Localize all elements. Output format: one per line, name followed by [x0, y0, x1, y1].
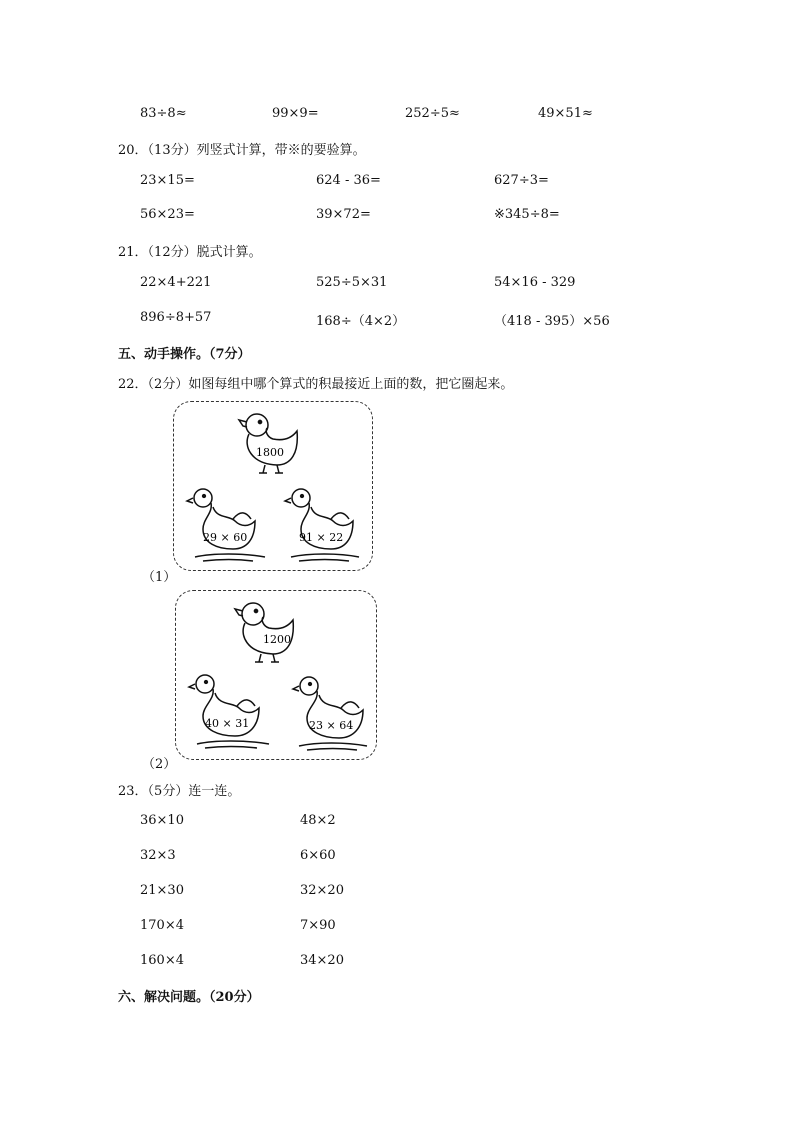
q20-item: 627÷3=	[494, 173, 549, 188]
q22-group-2-label: （2）	[142, 757, 177, 772]
q22-group-1-option-2[interactable]: 91 × 22	[299, 531, 344, 544]
q22-group-1-option-1[interactable]: 29 × 60	[203, 531, 248, 544]
q20-item: 56×23=	[140, 207, 195, 222]
estimate-item-1: 83÷8≈	[140, 106, 187, 121]
q22-group-2-option-1[interactable]: 40 × 31	[205, 717, 250, 730]
q23-left-item[interactable]: 160×4	[140, 953, 184, 968]
q23-right-item[interactable]: 7×90	[300, 918, 336, 933]
estimate-item-2: 99×9=	[272, 106, 319, 121]
q23-right-item[interactable]: 32×20	[300, 883, 344, 898]
section-five-heading: 五、动手操作。（7分）	[118, 347, 251, 362]
q23-right-item[interactable]: 48×2	[300, 813, 336, 828]
duck-icon	[239, 414, 297, 473]
section-six-heading: 六、解决问题。（20分）	[118, 990, 260, 1005]
swan-icon	[189, 675, 269, 748]
q21-title: 21．（12分）脱式计算。	[118, 245, 262, 260]
q22-group-1-target: 1800	[256, 446, 284, 459]
q23-left-item[interactable]: 21×30	[140, 883, 184, 898]
q21-item: 896÷8+57	[140, 310, 212, 325]
swan-icon	[285, 489, 359, 561]
q23-left-item[interactable]: 170×4	[140, 918, 184, 933]
q21-item: 54×16 - 329	[494, 275, 576, 290]
q22-group-2-target: 1200	[263, 633, 291, 646]
estimate-item-4: 49×51≈	[538, 106, 593, 121]
q21-item: 168÷（4×2）	[316, 314, 406, 329]
q23-left-item[interactable]: 32×3	[140, 848, 176, 863]
estimate-item-3: 252÷5≈	[405, 106, 460, 121]
q23-title: 23．（5分）连一连。	[118, 784, 241, 799]
q21-item: 525÷5×31	[316, 275, 388, 290]
q23-right-item[interactable]: 34×20	[300, 953, 344, 968]
swan-icon	[293, 677, 367, 750]
q20-item: ※345÷8=	[494, 207, 560, 222]
q20-title: 20．（13分）列竖式计算，带※的要验算。	[118, 143, 366, 158]
q22-group-1-label: （1）	[142, 570, 177, 585]
swan-icon	[187, 489, 265, 561]
q23-left-item[interactable]: 36×10	[140, 813, 184, 828]
q22-title: 22．（2分）如图每组中哪个算式的积最接近上面的数，把它圈起来。	[118, 377, 514, 392]
q22-group-2-frame	[175, 590, 377, 760]
q20-item: 624 - 36=	[316, 173, 381, 188]
q21-item: （418 - 395）×56	[494, 314, 610, 329]
q20-item: 23×15=	[140, 173, 195, 188]
q21-item: 22×4+221	[140, 275, 212, 290]
q22-group-2-option-2[interactable]: 23 × 64	[309, 719, 354, 732]
q20-item: 39×72=	[316, 207, 371, 222]
q22-group-1-frame	[173, 401, 373, 571]
q23-right-item[interactable]: 6×60	[300, 848, 336, 863]
